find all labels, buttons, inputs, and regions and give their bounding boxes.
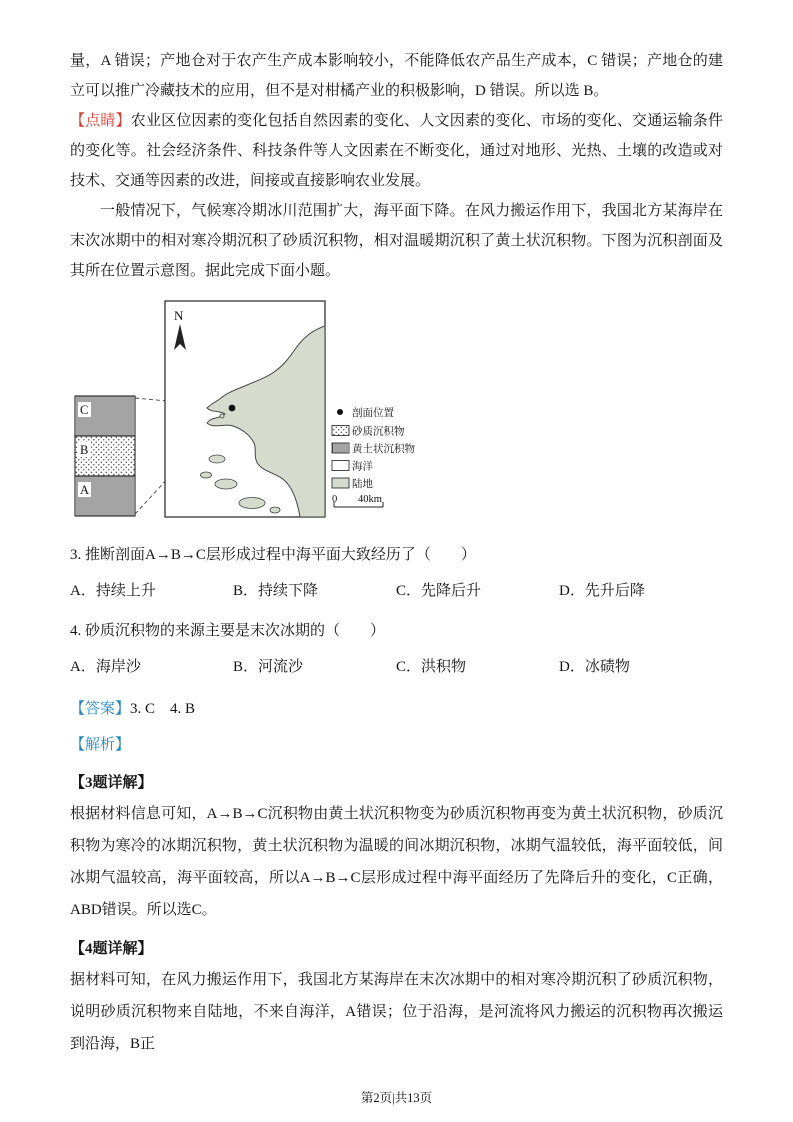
legend-item-ocean [332,460,373,473]
legend-ocean-swatch-icon [332,461,349,471]
figure-svg [70,296,420,528]
section-layer-label-c: C [80,403,89,417]
dianjing-paragraph [70,106,723,196]
answer-line [70,694,723,724]
section-layer-label-a: A [80,483,90,497]
page-footer: 第2页|共13页 [360,1091,433,1105]
dianjing-label: 【点睛】 [70,113,131,129]
q3-option-a: A．持续上升 [70,583,156,599]
island [201,472,212,478]
q4-option-a: A．海岸沙 [70,659,141,675]
legend-sand-label: 砂质沉积物 [352,426,405,438]
sediment-figure [70,296,723,528]
q3-detail-header: 【3题详解】 [70,775,153,791]
scale-distance-label: 40km [358,494,382,505]
north-label: N [174,308,184,323]
legend-land-label: 陆地 [352,479,373,490]
legend-loess-label: 黄土状沉积物 [352,444,415,455]
legend-land-swatch-icon [332,478,349,488]
islet [220,414,224,418]
q4-detail-header: 【4题详解】 [70,941,153,957]
legend-sand-swatch-icon [332,426,349,436]
q3-analysis-paragraph: 根据材料信息可知，A→B→C沉积物由黄土状沉积物变为砂质沉积物再变为黄土状沉积物，砂质沉积物为寒冷的冰期沉积物，黄土状沉积物为温暖的间冰期沉积物，冰期气温较低，海平面较低，间冰期气温较高，海平面较高，所以A→B→C层形成过程中海平面经历了先降后升的变化，C正确，ABD错误。所以选C。 [70,806,723,918]
answer-text: 3. C 4. B [130,701,196,717]
legend-item-loess [332,442,415,455]
q4-option-c: C．洪积物 [396,659,467,675]
island [209,455,225,463]
intro-paragraph: 一般情况下，气候寒冷期冰川范围扩大，海平面下降。在风力搬运作用下，我国北方某海岸在末次冰期中的相对寒冷期沉积了砂质沉积物，相对温暖期沉积了黄土状沉积物。下图为沉积剖面及其所在位置示意图。据此完成下面小题。 [70,203,723,279]
analysis-label-line [70,730,723,760]
analysis-label: 【解析】 [70,737,131,753]
question-4-stem: 4. 砂质沉积物的来源主要是末次冰期的（ ） [70,623,386,639]
dianjing-text: 农业区位因素的变化包括自然因素的变化、人文因素的变化、市场的变化、交通运输条件的变化等。社会经济条件、科技条件等人文因素在不断变化，通过对地形、光热、土壤的改造或对技术、交通等因素的改进，间接或直接影响农业发展。 [70,113,723,189]
legend-loess-swatch-icon [332,443,349,453]
legend-item-profile [337,406,394,419]
paragraph-answer-continued: 量，A 错误；产地仓对于农产生产成本影响较小，不能降低农产品生产成本，C 错误；产地仓的建立可以推广冷藏技术的应用，但不是对柑橘产业的积极影响，D 错误。所以选 B。 [70,53,723,99]
legend-profile-dot-icon [337,409,343,415]
q4-option-b: B．河流沙 [233,659,304,675]
question-4-options [70,652,723,682]
question-3-stem: 3. 推断剖面A→B→C层形成过程中海平面大致经历了（ ） [70,547,476,563]
question-3-options [70,576,723,606]
location-map [165,301,325,517]
scale-zero-label: 0 [332,494,338,505]
q3-option-d: D．先升后降 [559,583,645,599]
map-legend [332,406,415,507]
section-column [75,396,135,516]
island [270,507,280,513]
profile-dot [229,405,236,412]
q4-analysis-paragraph: 据材料可知，在风力搬运作用下，我国北方某海岸在末次冰期中的相对寒冷期沉积了砂质沉积物，说明砂质沉积物来自陆地，不来自海洋，A错误；位于沿海，是河流将风力搬运的沉积物再次搬运到沿海，B正 [70,972,723,1052]
island [239,498,265,509]
q3-option-c: C．先降后升 [396,583,482,599]
legend-item-land [332,477,373,490]
q4-option-d: D．冰碛物 [559,659,630,675]
legend-ocean-label: 海洋 [352,461,373,473]
scale-bar [332,494,383,507]
q3-option-b: B．持续下降 [233,583,319,599]
answer-label: 【答案】 [70,701,131,717]
legend-profile-label: 剖面位置 [352,408,394,419]
island [215,479,237,489]
main-content [70,46,723,1060]
section-layer-label-b: B [80,443,89,457]
legend-item-sand [332,425,405,438]
